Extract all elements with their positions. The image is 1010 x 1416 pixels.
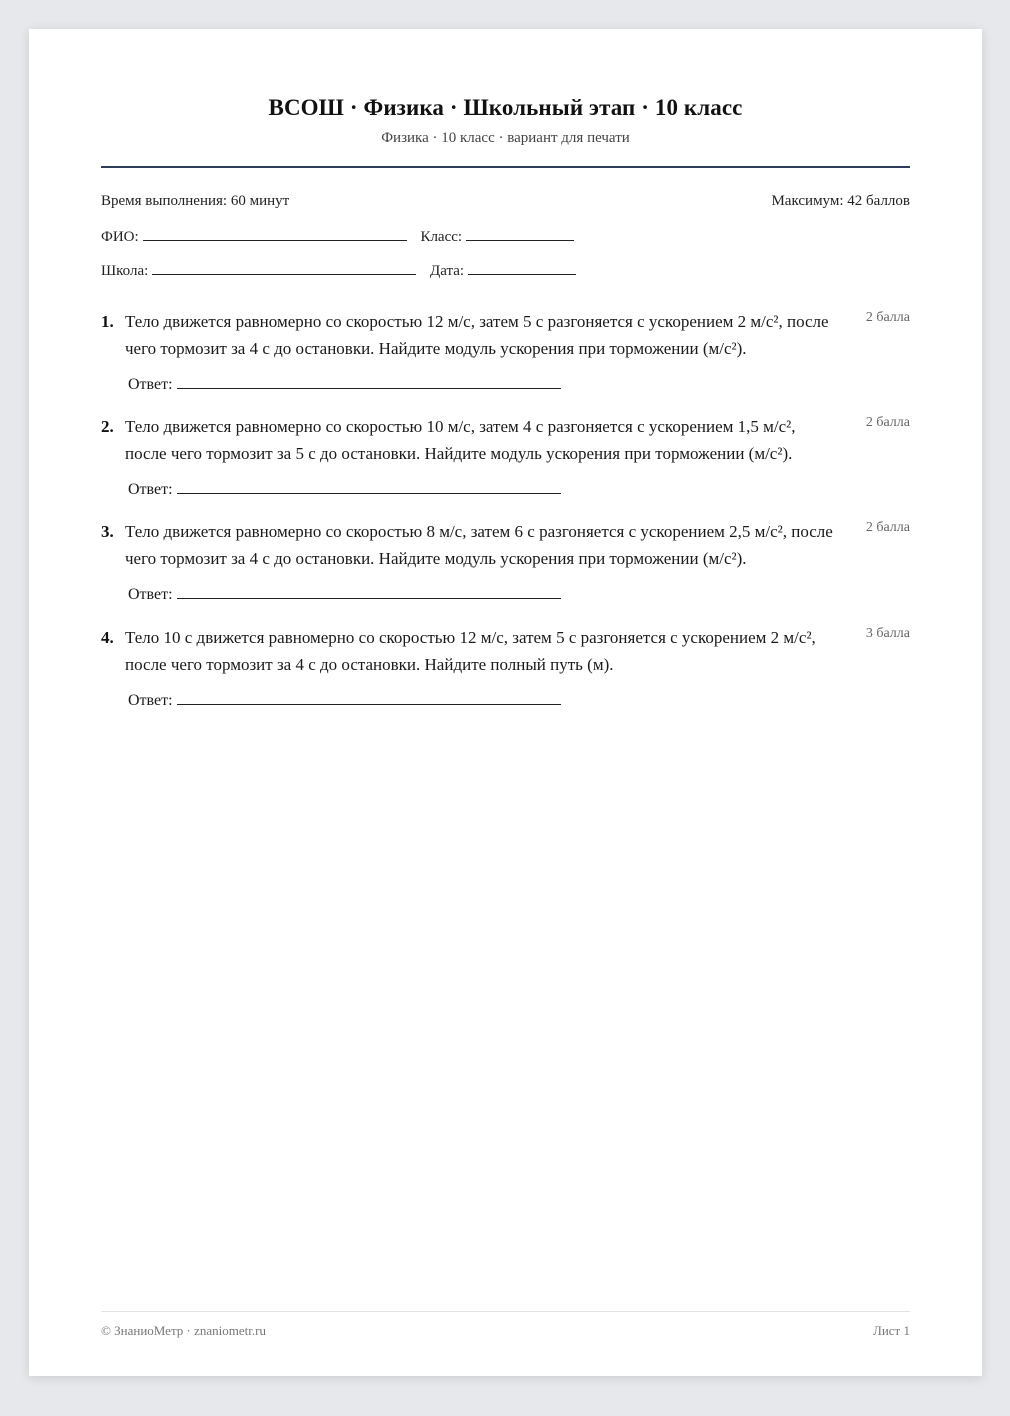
answer-row bbox=[128, 584, 561, 604]
task-points: 2 балла bbox=[865, 310, 910, 325]
header-divider bbox=[101, 166, 910, 168]
sheet-number: Лист 1 bbox=[873, 1323, 910, 1338]
time-limit: Время выполнения: 60 минут bbox=[101, 193, 290, 209]
task-points: 2 балла bbox=[865, 415, 910, 430]
answer-label: Ответ: bbox=[128, 481, 173, 498]
task-points: 3 балла bbox=[865, 626, 910, 641]
max-score: Максимум: 42 баллов bbox=[771, 193, 910, 209]
footer-divider bbox=[101, 1311, 910, 1312]
answer-row bbox=[128, 690, 561, 710]
task-text: Тело движется равномерно со скоростью 8 м/с, затем 6 с разгоняется с ускорением 2,5 м/с², после чего тормозит за 4 с до остановки. Найдите модуль ускорения при торможении (м/с²). bbox=[125, 522, 833, 568]
answer-field[interactable] bbox=[177, 584, 561, 599]
fio-label: ФИО: bbox=[101, 229, 139, 245]
answer-field[interactable] bbox=[177, 479, 561, 494]
print-sheet bbox=[29, 29, 982, 1376]
answer-row bbox=[128, 479, 561, 499]
class-label: Класс: bbox=[420, 229, 463, 245]
task-text: Тело 10 с движется равномерно со скоростью 12 м/с, затем 5 с разгоняется с ускорением 2 м/с², после чего тормозит за 4 с до остановки. Найдите полный путь (м). bbox=[125, 628, 816, 674]
answer-label: Ответ: bbox=[128, 692, 173, 709]
date-label: Дата: bbox=[430, 263, 465, 279]
school-field[interactable] bbox=[152, 260, 416, 275]
answer-label: Ответ: bbox=[128, 376, 173, 393]
answer-label: Ответ: bbox=[128, 586, 173, 603]
task-number: 1. bbox=[101, 312, 114, 331]
answer-field[interactable] bbox=[177, 374, 561, 389]
footer-copyright: © ЗнаниоМетр · znaniometr.ru bbox=[101, 1323, 266, 1338]
fio-field[interactable] bbox=[143, 226, 407, 241]
answer-field[interactable] bbox=[177, 690, 561, 705]
answer-row bbox=[128, 374, 561, 394]
class-field[interactable] bbox=[466, 226, 574, 241]
task-text: Тело движется равномерно со скоростью 12 м/с, затем 5 с разгоняется с ускорением 2 м/с², после чего тормозит за 4 с до остановки. Найдите модуль ускорения при торможении (м/с²). bbox=[125, 312, 829, 358]
task-number: 4. bbox=[101, 628, 114, 647]
fio-class-row bbox=[101, 226, 574, 246]
page-subtitle: Физика · 10 класс · вариант для печати bbox=[381, 130, 630, 146]
task-number: 2. bbox=[101, 417, 114, 436]
task-text: Тело движется равномерно со скоростью 10 м/с, затем 4 с разгоняется с ускорением 1,5 м/с², после чего тормозит за 5 с до остановки. Найдите модуль ускорения при торможении (м/с²). bbox=[125, 417, 796, 463]
school-date-row bbox=[101, 260, 576, 280]
task-points: 2 балла bbox=[865, 520, 910, 535]
page-title: ВСОШ · Физика · Школьный этап · 10 класс bbox=[268, 95, 743, 120]
task-number: 3. bbox=[101, 522, 114, 541]
date-field[interactable] bbox=[468, 260, 576, 275]
school-label: Школа: bbox=[101, 263, 149, 279]
